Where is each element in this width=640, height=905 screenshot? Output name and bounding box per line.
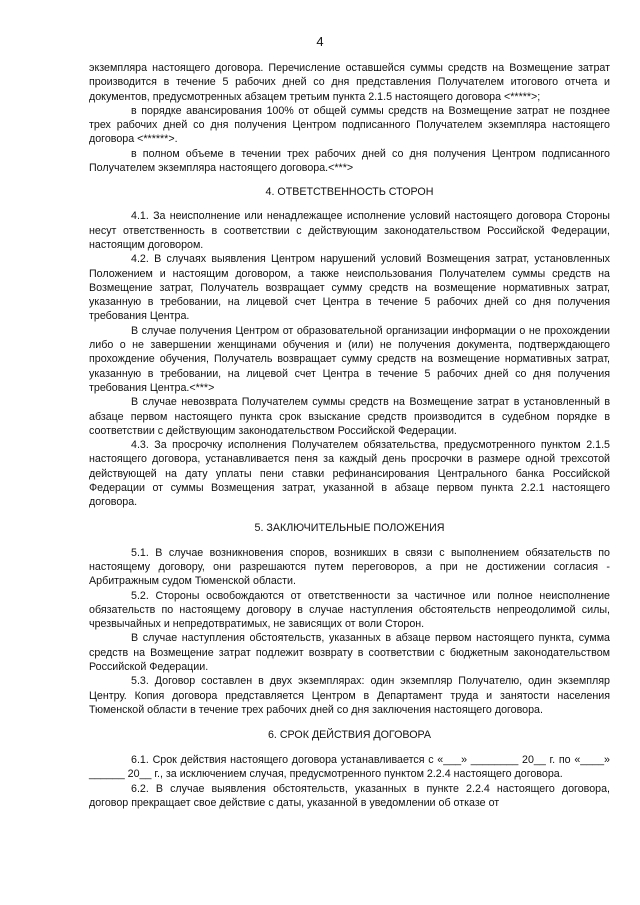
paragraph: 4.1. За неисполнение или ненадлежащее исполнение условий настоящего договора Стороны несут ответственность в соответствии с действующим законодательством Российской Федерации, настоящим договором. xyxy=(89,210,610,251)
paragraph: 5.1. В случае возникновения споров, возникших в связи с выполнением обязательств по настоящему договору, они разрешаются путем переговоров, а при не достижении согласия - Арбитражным судом Тюменской области. xyxy=(89,546,610,588)
document-body xyxy=(89,61,610,810)
paragraph: В случае невозврата Получателем суммы средств на Возмещение затрат в установленный в абзаце первом настоящего пункта срок взыскание средств производится в судебном порядке в соответствии с действующим законодательством Российской Федерации. xyxy=(89,396,610,437)
section-heading-final-provisions: 5. ЗАКЛЮЧИТЕЛЬНЫЕ ПОЛОЖЕНИЯ xyxy=(254,521,445,534)
section-heading-responsibility: 4. ОТВЕТСТВЕННОСТЬ СТОРОН xyxy=(265,186,434,199)
paragraph: 4.3. За просрочку исполнения Получателем обязательства, предусмотренного пунктом 2.1.5 настоящего договора, устанавливается пеня за каждый день просрочки в размере одной трехсотой действующей на дату уплаты пени ставки рефинансирования Центрального банка Российской Федерации от суммы Возмещения затрат, указанной в абзаце первом пункта 2.2.1 настоящего договора. xyxy=(89,439,610,509)
paragraph: 5.2. Стороны освобождаются от ответственности за частичное или полное неисполнение обязательств по настоящему договору в случае наступления обстоятельств непреодолимой силы, чрезвычайных и непредотвратимых, не зависящих от воли Сторон. xyxy=(89,589,610,631)
paragraph: 4.2. В случаях выявления Центром нарушений условий Возмещения затрат, установленных Положением и настоящим договором, а также неиспользования Получателем суммы средств на Возмещение затрат, Получатель возвращает сумму средств на возмещение нормативных затрат, указанную в требовании, на лицевой счет Центра в течение 5 рабочих дней со дня получения требования Центра. xyxy=(89,253,610,323)
paragraph: В случае наступления обстоятельств, указанных в абзаце первом настоящего пункта, сумма средств на Возмещение затрат подлежит возврату в соответствии с бюджетным законодательством Российской Федерации. xyxy=(89,632,610,673)
paragraph: В случае получения Центром от образовательной организации информации о не прохождении либо о не завершении женщинами обучения и (или) не получения документа, подтверждающего прохождение обучения, Получатель возвращает сумму средств на возмещение нормативных затрат, указанную в требовании, на лицевой счет Центра в течение 5 рабочих дней со дня получения требования Центра.<***> xyxy=(89,324,610,394)
paragraph: в порядке авансирования 100% от общей суммы средств на Возмещение затрат не позднее трех рабочих дней со дня получения Центром подписанного Получателем экземпляра настоящего договора <******>. xyxy=(89,104,610,146)
page-number: 4 xyxy=(316,34,324,49)
paragraph: 6.1. Срок действия настоящего договора устанавливается с «___» ________ 20__ г. по «____» ______ 20__ г., за исключением случая, предусмотренного пунктом 2.2.4 настоящего договора. xyxy=(89,754,610,781)
paragraph: 6.2. В случае выявления обстоятельств, указанных в пункте 2.2.4 настоящего договора, договор прекращает свое действие с даты, указанной в уведомлении об отказе от xyxy=(89,782,610,810)
paragraph: в полном объеме в течении трех рабочих дней со дня получения Центром подписанного Получателем экземпляра настоящего договора.<***> xyxy=(89,147,610,175)
paragraph: 5.3. Договор составлен в двух экземплярах: один экземпляр Получателю, один экземпляр Центру. Копия договора представляется Центром в Департамент труда и занятости населения Тюменской области в течение трех рабочих дней со дня заключения настоящего договора. xyxy=(89,675,610,716)
section-heading-term: 6. СРОК ДЕЙСТВИЯ ДОГОВОРА xyxy=(267,729,432,742)
paragraph: экземпляра настоящего договора. Перечисление оставшейся суммы средств на Возмещение затрат производится в течение 5 рабочих дней со дня представления Получателем итогового отчета и документов, предусмотренных абзацем третьим пункта 2.1.5 настоящего договора <*****>; xyxy=(89,62,610,103)
